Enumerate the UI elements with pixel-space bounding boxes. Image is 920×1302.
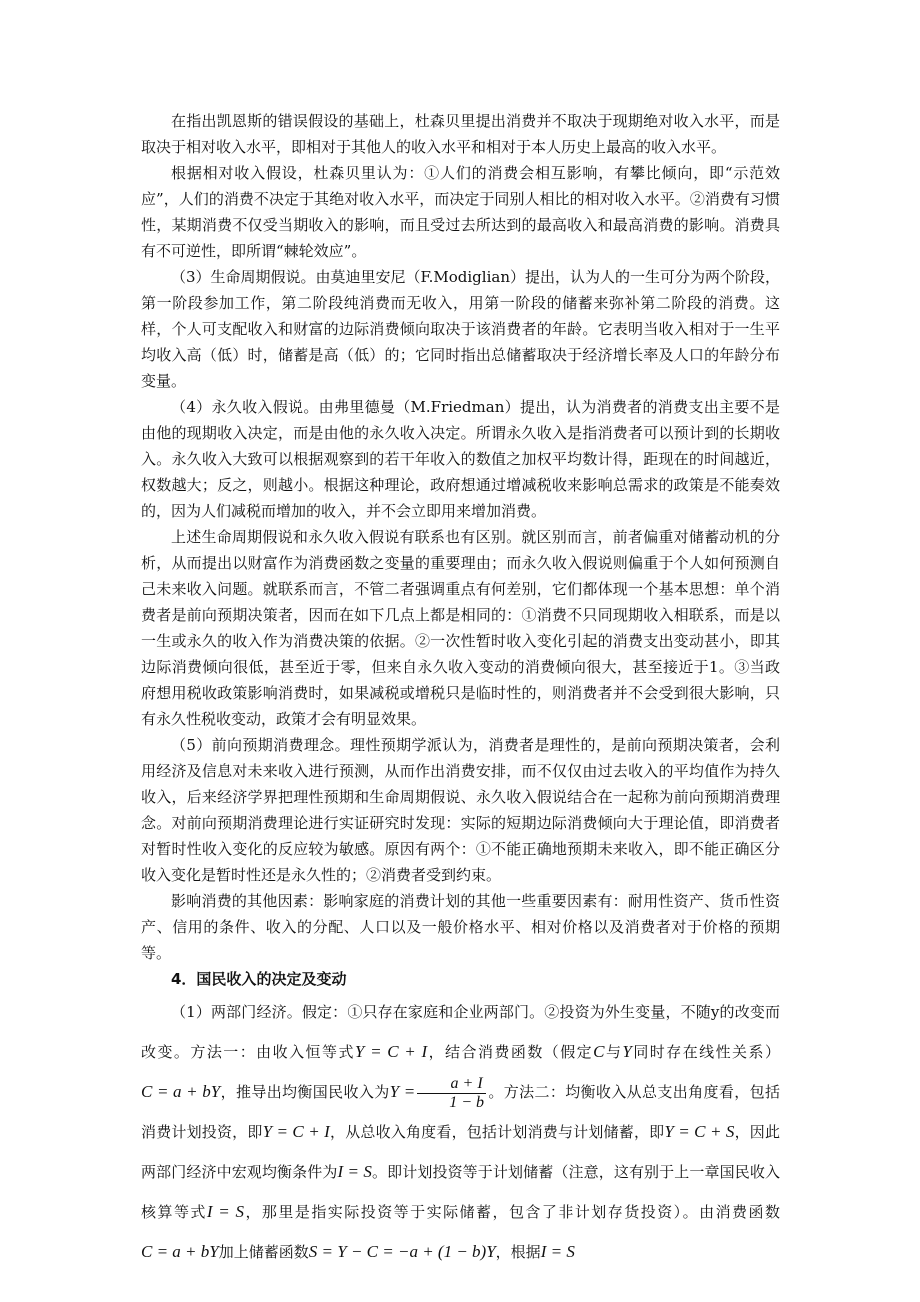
paragraph-forward-expectation: （5）前向预期消费理念。理性预期学派认为，消费者是理性的，是前向预期决策者，会利用经济及信息对未来收入进行预测，从而作出消费安排，而不仅仅由过去收入的平均值作为持久收入，后来经济学界把理性预期和生命周期假说、永久收入假说结合在一起称为前向预期消费理念。对前向预期消费理论进行实证研究时发现：实际的短期边际消费倾向大于理论值，即消费者对暂时性收入变化的反应较为敏感。原因有两个：①不能正确地预期未来收入，即不能正确区分收入变化是暂时性还是永久性的；②消费者受到约束。 (141, 736, 780, 884)
text-run: 加上储蓄函数 (218, 1243, 309, 1261)
text-run: 。方法二：均衡收入从总支出角度看，包括消费计划投资，即 (141, 1083, 780, 1141)
text-run: ，根据 (495, 1243, 541, 1261)
text-run: ，推导出均衡国民收入为 (220, 1083, 390, 1101)
formula-var-c: C (593, 1042, 605, 1061)
fraction-denominator: 1 − b (449, 1093, 484, 1111)
text-run: ，因此两部门经济中宏观均衡条件为 (141, 1123, 780, 1181)
formula-identity: Y = C + I (354, 1042, 428, 1061)
formula-is-condition: I = S (540, 1242, 575, 1261)
formula-consumption-function: C = a + bY (141, 1082, 221, 1101)
formula-equilibrium-lhs: Y = (389, 1082, 416, 1101)
text-run: 。即计划投资等于计划储蓄（注意，这有别于上一章国民收入核算等式 (141, 1163, 780, 1221)
paragraph-other-factors: 影响消费的其他因素：影响家庭的消费计划的其他一些重要因素有：耐用性资产、货币性资产、信用的条件、收入的分配、人口以及一般价格水平、相对价格以及消费者对于价格的预期等。 (141, 892, 780, 962)
formula-equilibrium-fraction (417, 1075, 486, 1112)
formula-accounting-identity: I = S (206, 1202, 244, 1221)
formula-consumption-function-2: C = a + bY (141, 1242, 219, 1261)
formula-total-income: Y = C + S (664, 1122, 735, 1141)
formula-var-y: Y (622, 1042, 632, 1061)
paragraph-permanent-income: （4）永久收入假说。由弗里德曼（M.Friedman）提出，认为消费者的消费支出主要不是由他的现期收入决定，而是由他的永久收入决定。所谓永久收入是指消费者可以预计到的长期收入。永久收入大致可以根据观察到的若干年收入的数值之加权平均数计得，距现在的时间越近，权数越大；反之，则越小。根据这种理论，政府想通过增减税收来影响总需求的政策是不能奏效的，因为人们减税而增加的收入，并不会立即用来增加消费。 (141, 398, 780, 520)
paragraph-two-sector (141, 992, 780, 1272)
fraction-numerator: a + I (417, 1075, 486, 1094)
paragraph-relative-income: 在指出凯恩斯的错误假设的基础上，杜森贝里提出消费并不取决于现期绝对收入水平，而是取决于相对收入水平，即相对于其他人的收入水平和相对于本人历史上最高的收入水平。 (141, 112, 780, 156)
section-heading: 4．国民收入的决定及变动 (171, 970, 347, 988)
formula-total-expenditure: Y = C + I (262, 1122, 330, 1141)
formula-equilibrium-condition: I = S (337, 1162, 372, 1181)
paragraph-comparison: 上述生命周期假说和永久收入假说有联系也有区别。就区别而言，前者偏重对储蓄动机的分析，从而提出以财富作为消费函数之变量的重要理由；而永久收入假说则偏重于个人如何预测自己未来收入问题。就联系而言，不管二者强调重点有何差别，它们都体现一个基本思想：单个消费者是前向预期决策者，因而在如下几点上都是相同的：①消费不只同现期收入相联系，而是以一生或永久的收入作为消费决策的依据。②一次性暂时收入变化引起的消费支出变动甚小，即其边际消费倾向很低，甚至近于零，但来自永久收入变动的消费倾向很大，甚至接近于1。③当政府想用税收政策影响消费时，如果减税或增税只是临时性的，则消费者并不会受到很大影响，只有永久性税收变动，政策才会有明显效果。 (141, 528, 780, 728)
text-run: ，那里是指实际投资等于实际储蓄，包含了非计划存货投资）。由消费函数 (243, 1203, 780, 1221)
text-run: 同时存在线性关系） (631, 1043, 780, 1061)
document-page (141, 108, 780, 1272)
formula-saving-function: S = Y − C = −a + (1 − b)Y (308, 1242, 496, 1261)
text-run: 与 (604, 1043, 623, 1061)
paragraph-life-cycle: （3）生命周期假说。由莫迪里安尼（F.Modiglian）提出，认为人的一生可分为两个阶段，第一阶段参加工作，第二阶段纯消费而无收入，用第一阶段的储蓄来弥补第二阶段的消费。这样，个人可支配收入和财富的边际消费倾向取决于该消费者的年龄。它表明当收入相对于一生平均收入高（低）时，储蓄是高（低）的；它同时指出总储蓄取决于经济增长率及人口的年龄分布变量。 (141, 268, 780, 390)
paragraph-duesenberry: 根据相对收入假设，杜森贝里认为：①人们的消费会相互影响，有攀比倾向，即“示范效应”，人们的消费不决定于其绝对收入水平，而决定于同别人相比的相对收入水平。②消费有习惯性，某期消费不仅受当期收入的影响，而且受过去所达到的最高收入和最高消费的影响。消费具有不可逆性，即所谓“棘轮效应”。 (141, 164, 780, 260)
text-run: ，结合消费函数（假定 (427, 1043, 594, 1061)
text-run: （1）两部门经济。假定：①只存在家庭和企业两部门。②投资为外生变量，不随y的改变而改变。方法一：由收入恒等式 (141, 1003, 780, 1061)
text-run: ，从总收入角度看，包括计划消费与计划储蓄，即 (329, 1123, 665, 1141)
